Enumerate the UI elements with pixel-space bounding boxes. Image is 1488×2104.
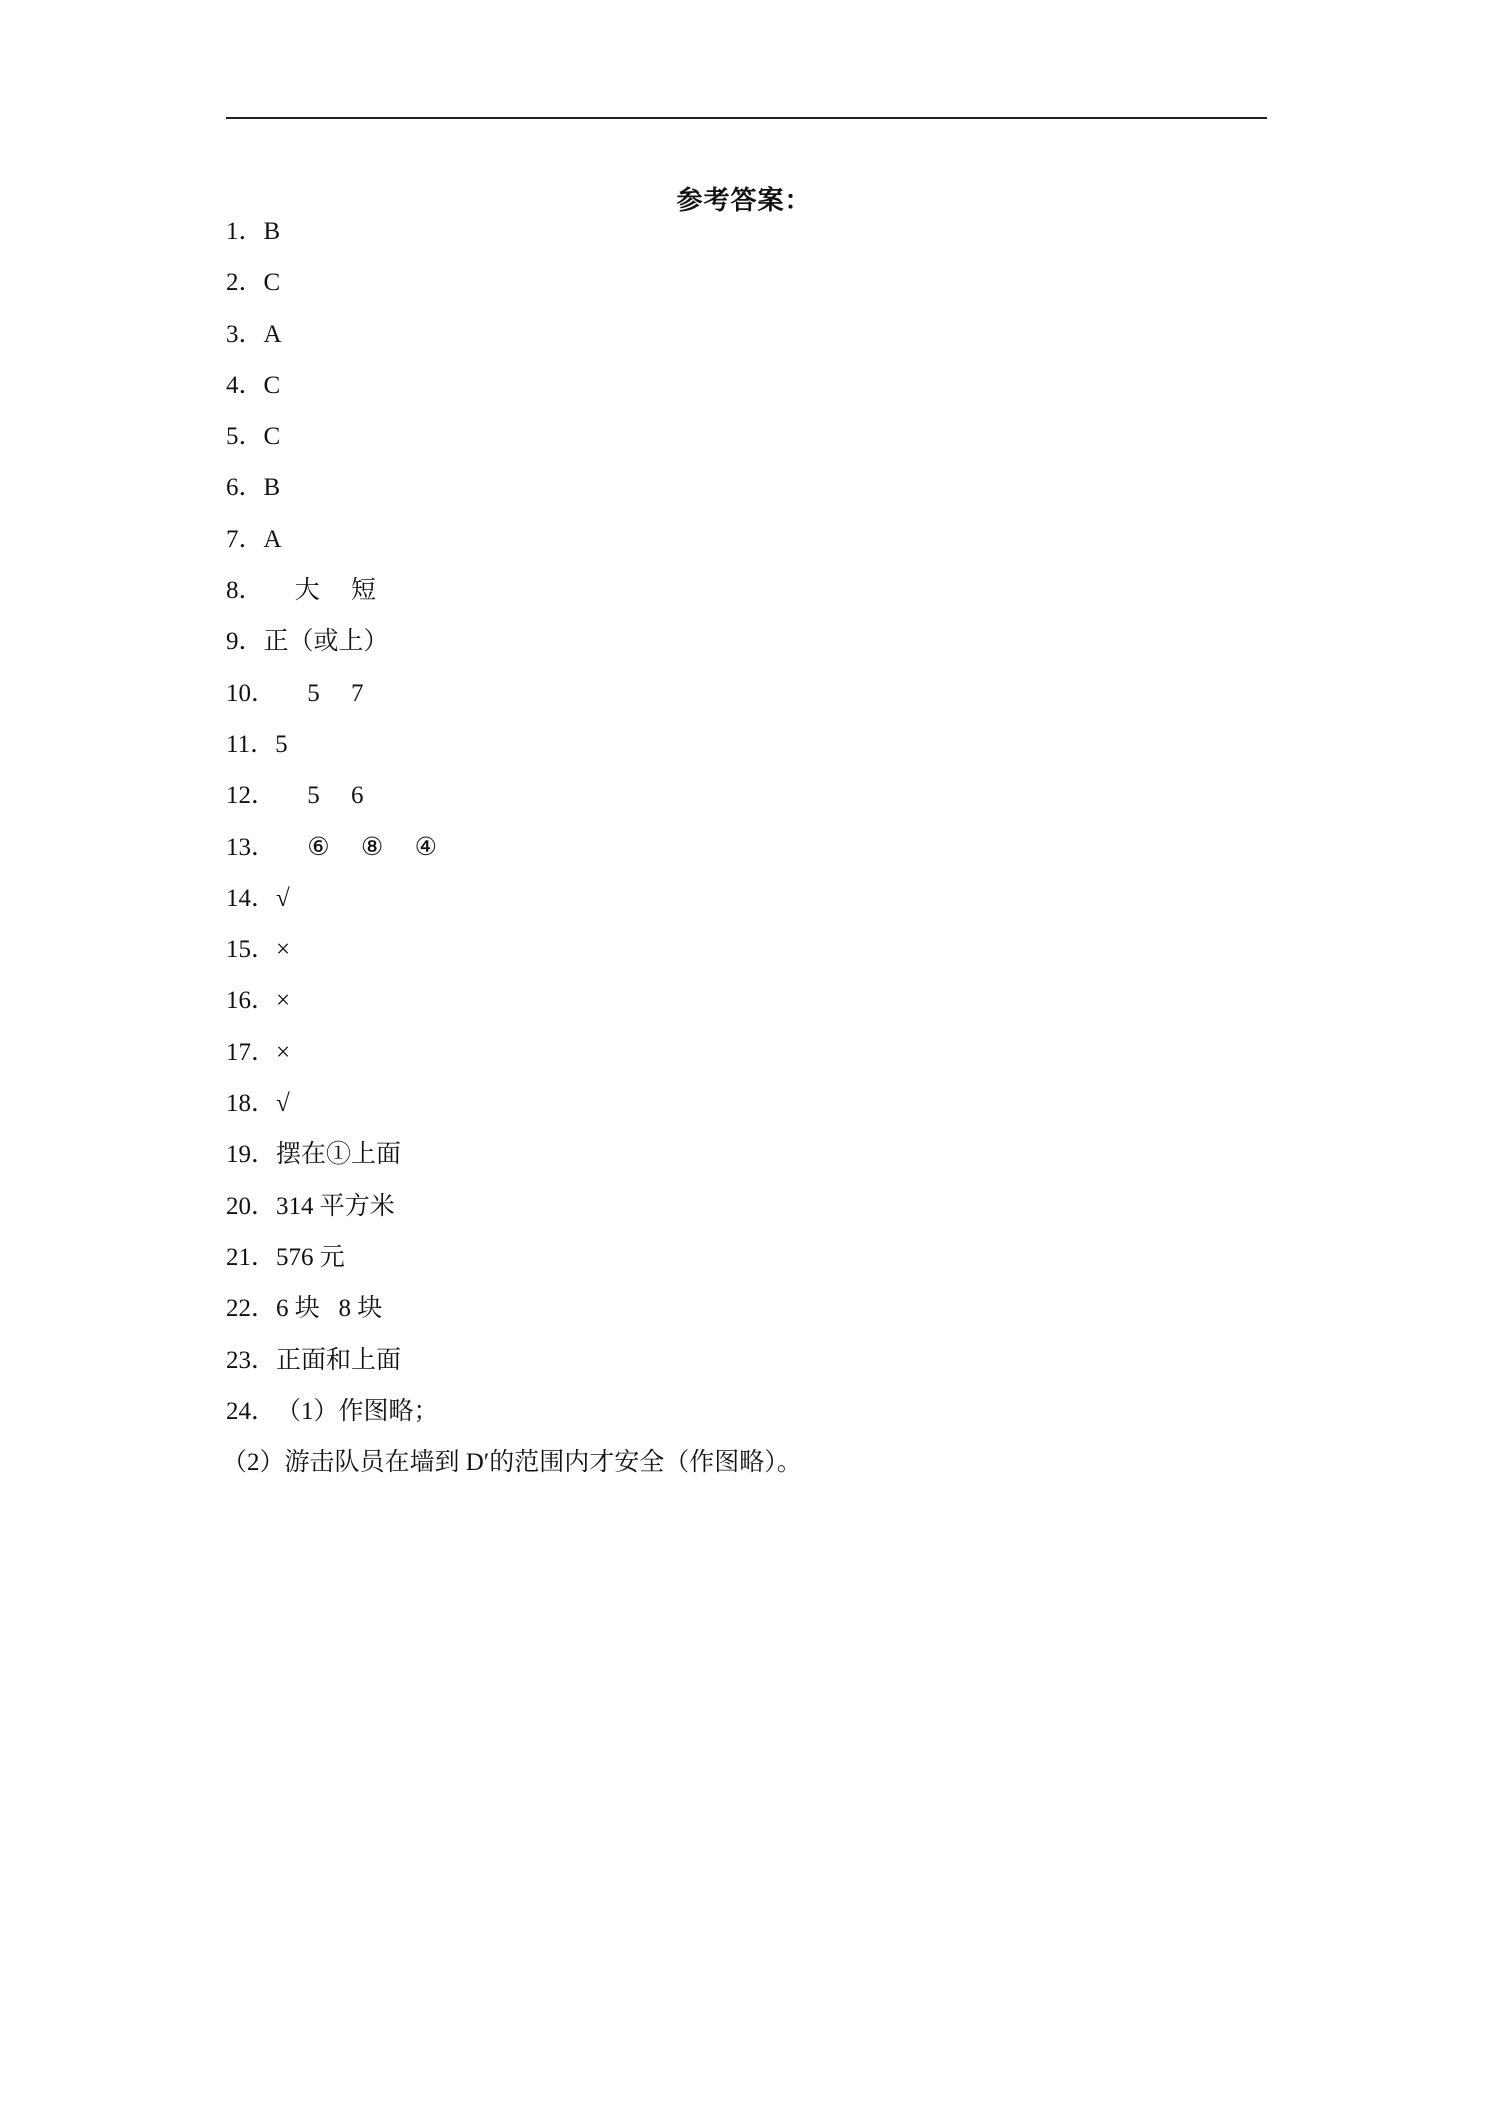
answer-text: C [263,371,281,399]
answer-text: 576 元 [276,1243,345,1271]
answer-item [226,469,802,520]
answer-item [226,1290,802,1341]
answer-item [226,367,802,418]
answer-number: 21． [226,1243,277,1271]
answer-item [226,264,802,315]
answer-text: 摆在①上面 [276,1141,402,1169]
answer-number: 5． [226,423,264,451]
answer-text: 正面和上面 [276,1346,402,1374]
answer-item [226,1085,802,1136]
answer-number: 24． [226,1397,277,1425]
answer-item [226,1188,802,1239]
answer-text: 大 短 [263,577,377,605]
answer-text: 5 6 [276,782,364,810]
answer-item [226,418,802,469]
answer-item [226,880,802,931]
answer-number: 15． [226,936,277,964]
answer-item [226,982,802,1033]
answer-text: A [263,525,282,553]
answer-number: 20． [226,1192,277,1220]
answer-text: √ [276,1090,290,1118]
answer-item [226,829,802,880]
answer-text: C [263,269,281,297]
answer-text: （2）游击队员在墙到 D′的范围内才安全（作图略）。 [222,1449,802,1477]
header-rule [226,117,1267,119]
answer-number: 19． [226,1141,277,1169]
answer-item [226,726,802,777]
answer-text: 正（或上） [263,628,389,656]
answer-text: （1）作图略； [276,1397,439,1425]
answer-text: 5 7 [276,679,364,707]
answer-number: 1． [226,218,264,245]
answer-item [226,1034,802,1085]
answer-item [222,1444,802,1495]
answer-text: ⑥ ⑧ ④ [276,833,438,861]
answer-text: 314 平方米 [276,1192,395,1220]
answer-number: 23． [226,1346,277,1374]
answer-item [226,931,802,982]
answer-number: 8． [226,577,264,605]
answer-number: 12． [226,782,277,810]
answer-item [226,521,802,572]
answer-text: 6 块 8 块 [276,1295,383,1323]
answer-text: × [276,936,291,964]
answer-item [226,1342,802,1393]
answer-item [226,1393,802,1444]
answer-number: 2． [226,269,264,297]
answer-number: 22． [226,1295,277,1323]
answer-text: B [263,218,281,245]
answer-number: 18． [226,1090,277,1118]
answer-item [226,572,802,623]
answer-text: × [276,987,291,1015]
answer-number: 17． [226,1038,277,1066]
answer-number: 10． [226,679,277,707]
page-title: 参考答案： [676,186,812,216]
answer-list [222,213,802,1495]
answer-item [226,316,802,367]
answer-number: 14． [226,884,277,912]
answer-number: 6． [226,474,264,502]
answer-number: 13． [226,833,277,861]
answer-number: 4． [226,371,264,399]
answer-text: A [263,320,282,348]
answer-number: 16． [226,987,277,1015]
answer-item [226,777,802,828]
answer-text: 5 [275,730,288,758]
answer-text: × [276,1038,291,1066]
answer-item [226,1136,802,1187]
answer-number: 9． [226,628,264,656]
answer-text: B [263,474,281,502]
answer-number: 3． [226,320,264,348]
answer-item [226,623,802,674]
answer-item [226,675,802,726]
answer-number: 11． [226,730,276,758]
answer-text: √ [276,884,290,912]
answer-item [226,1239,802,1290]
answer-item [226,213,802,264]
answer-number: 7． [226,525,264,553]
answer-text: C [263,423,281,451]
